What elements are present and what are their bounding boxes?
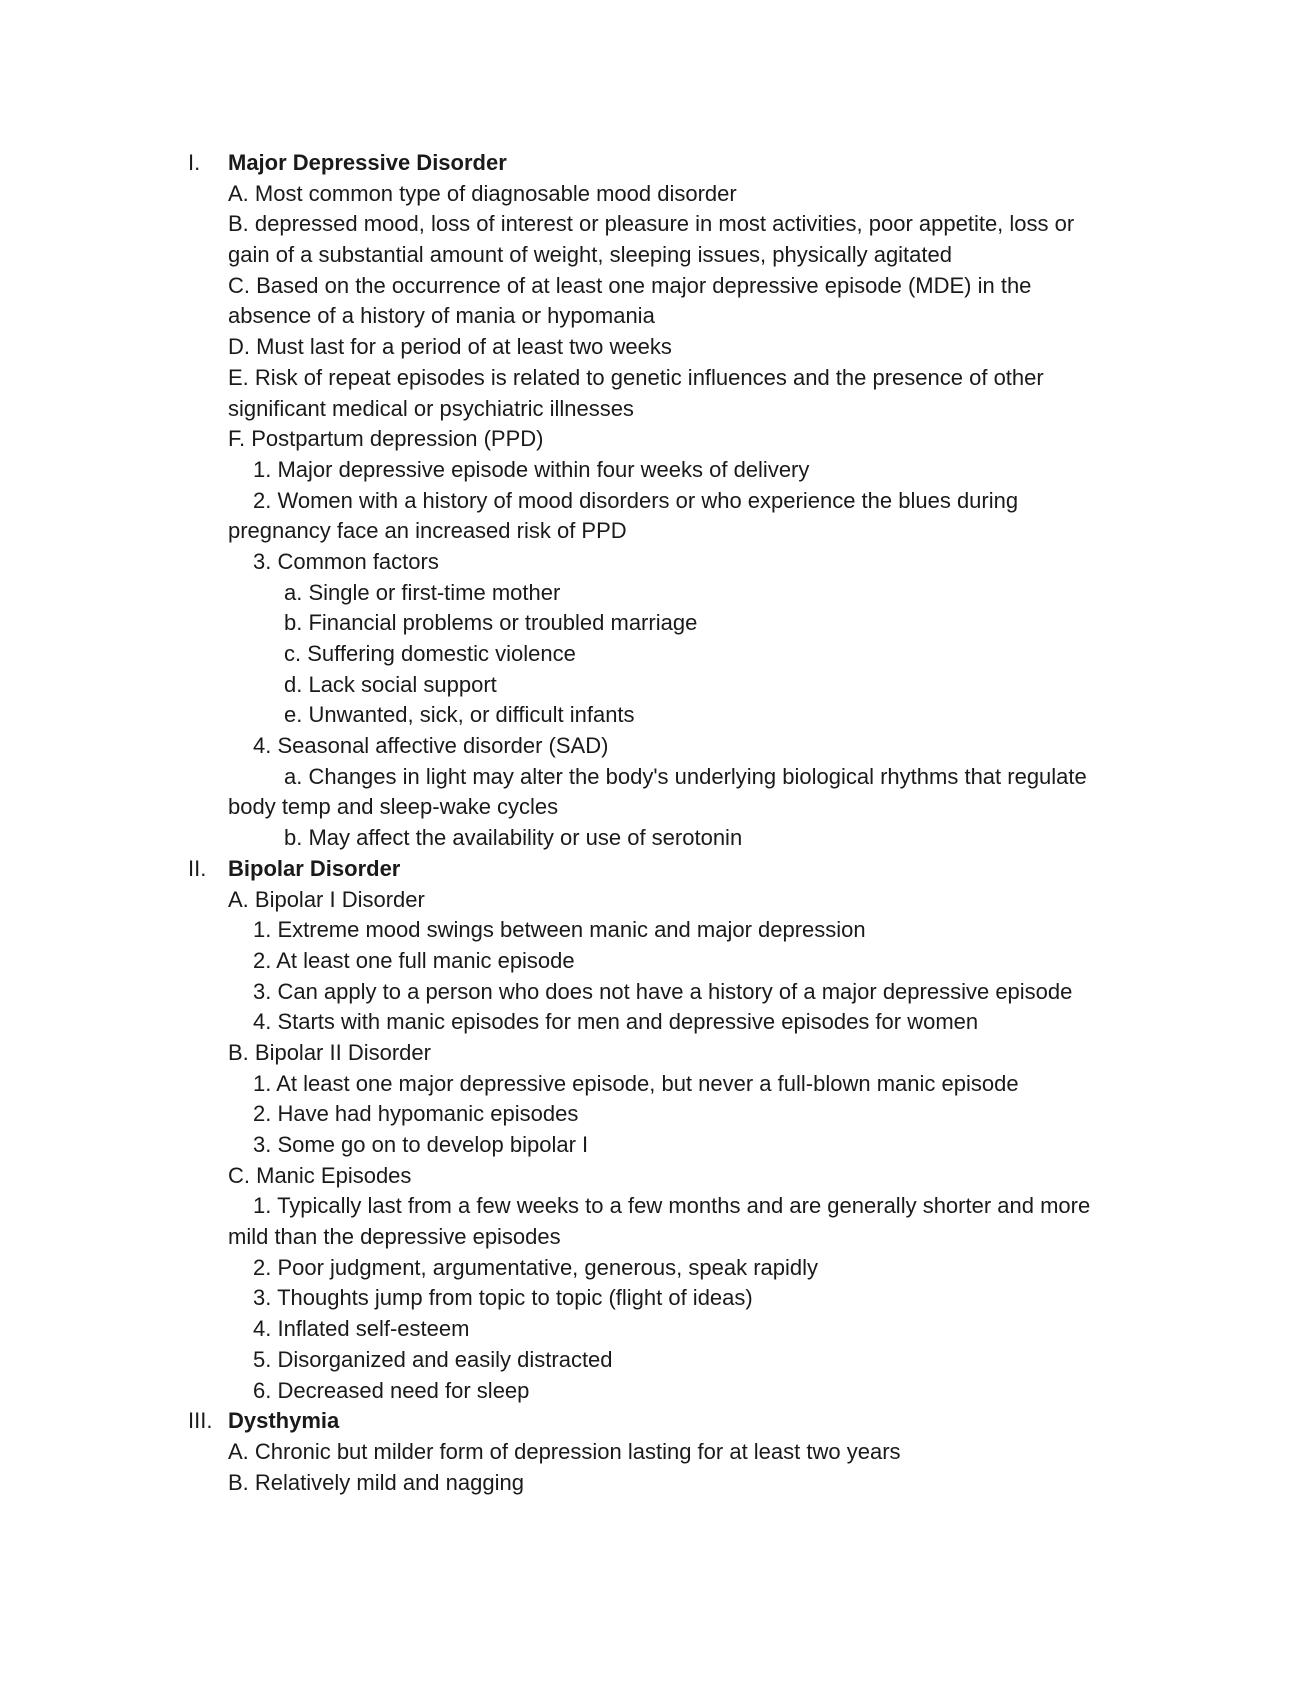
outline-text: 4. Seasonal affective disorder (SAD) [253, 733, 609, 759]
outline-line [0, 1099, 1306, 1130]
outline-line [0, 1222, 1306, 1253]
outline-line [0, 1130, 1306, 1161]
outline-line [0, 1069, 1306, 1100]
outline-line [0, 885, 1306, 916]
outline-text: e. Unwanted, sick, or difficult infants [284, 702, 635, 728]
section-heading [0, 1406, 1306, 1437]
outline-line [0, 823, 1306, 854]
outline-line [0, 516, 1306, 547]
outline-text: 1. At least one major depressive episode, but never a full-blown manic episode [253, 1070, 1019, 1096]
outline-line [0, 1345, 1306, 1376]
outline-text: C. Based on the occurrence of at least one major depressive episode (MDE) in the [228, 272, 1032, 298]
outline-line [0, 639, 1306, 670]
outline-line [0, 1253, 1306, 1284]
section-title: Dysthymia [228, 1408, 340, 1434]
outline-line [0, 731, 1306, 762]
outline-text: B. depressed mood, loss of interest or pleasure in most activities, poor appetite, loss or [228, 211, 1075, 237]
outline-line [0, 455, 1306, 486]
outline-text: C. Manic Episodes [228, 1162, 412, 1188]
outline-line [0, 1161, 1306, 1192]
outline-text: 3. Some go on to develop bipolar I [253, 1132, 589, 1157]
outline-text: A. Chronic but milder form of depression lasting for at least two years [228, 1438, 901, 1464]
outline-line [0, 608, 1306, 639]
outline-line [0, 977, 1306, 1008]
outline-line [0, 762, 1306, 793]
outline-line [0, 1007, 1306, 1038]
outline-line [0, 1376, 1306, 1407]
outline-text: b. Financial problems or troubled marriage [284, 610, 698, 636]
outline-text: A. Most common type of diagnosable mood disorder [228, 180, 737, 206]
outline-text: 6. Decreased need for sleep [253, 1377, 530, 1403]
outline-text: significant medical or psychiatric illnesses [228, 395, 634, 421]
outline-line [0, 271, 1306, 302]
outline-text: B. Bipolar II Disorder [228, 1039, 431, 1065]
outline-line [0, 1038, 1306, 1069]
outline-text: body temp and sleep-wake cycles [228, 794, 559, 820]
outline-line [0, 946, 1306, 977]
outline-text: gain of a substantial amount of weight, sleeping issues, physically agitated [228, 242, 952, 268]
outline-text: 3. Thoughts jump from topic to topic (flight of ideas) [253, 1285, 753, 1311]
outline-line [0, 486, 1306, 517]
outline-line [0, 424, 1306, 455]
outline-line [0, 209, 1306, 240]
outline-text: 4. Starts with manic episodes for men and depressive episodes for women [253, 1009, 979, 1035]
outline-text: pregnancy face an increased risk of PPD [228, 518, 627, 544]
outline-line [0, 1314, 1306, 1345]
outline [0, 148, 1306, 1498]
outline-line [0, 179, 1306, 210]
outline-text: 3. Common factors [253, 548, 439, 574]
outline-text: 2. At least one full manic episode [253, 947, 575, 973]
outline-text: a. Changes in light may alter the body's underlying biological rhythms that regulate [284, 763, 1087, 789]
outline-text: b. May affect the availability or use of serotonin [284, 825, 743, 851]
outline-line [0, 1283, 1306, 1314]
section-title: Bipolar Disorder [228, 855, 401, 881]
outline-text: 1. Major depressive episode within four weeks of delivery [253, 456, 810, 482]
outline-text: a. Single or first-time mother [284, 579, 561, 605]
outline-line [0, 363, 1306, 394]
section-numeral: I. [188, 150, 201, 175]
outline-text: d. Lack social support [284, 671, 497, 697]
outline-line [0, 915, 1306, 946]
outline-text: 3. Can apply to a person who does not have a history of a major depressive episode [253, 978, 1073, 1004]
outline-text: 4. Inflated self-esteem [253, 1316, 470, 1342]
outline-line [0, 301, 1306, 332]
outline-text: 1. Extreme mood swings between manic and major depression [253, 917, 866, 943]
outline-text: D. Must last for a period of at least two weeks [228, 334, 672, 360]
section-title: Major Depressive Disorder [228, 150, 507, 175]
outline-line [0, 1191, 1306, 1222]
outline-text: absence of a history of mania or hypomania [228, 303, 655, 329]
outline-line [0, 1468, 1306, 1499]
outline-line [0, 670, 1306, 701]
outline-text: 5. Disorganized and easily distracted [253, 1346, 613, 1372]
outline-text: A. Bipolar I Disorder [228, 886, 425, 912]
outline-text: 2. Have had hypomanic episodes [253, 1101, 579, 1127]
outline-text: 2. Poor judgment, argumentative, generous, speak rapidly [253, 1254, 818, 1280]
section-numeral: III. [188, 1408, 213, 1434]
outline-text: 2. Women with a history of mood disorders or who experience the blues during [253, 487, 1019, 513]
outline-line [0, 332, 1306, 363]
outline-line [0, 792, 1306, 823]
outline-line [0, 240, 1306, 271]
outline-text: 1. Typically last from a few weeks to a few months and are generally shorter and more [253, 1193, 1091, 1219]
outline-line [0, 578, 1306, 609]
section-heading [0, 854, 1306, 885]
outline-text: mild than the depressive episodes [228, 1224, 561, 1250]
outline-line [0, 1437, 1306, 1468]
section-heading [0, 148, 1306, 179]
outline-line [0, 394, 1306, 425]
outline-line [0, 547, 1306, 578]
outline-text: F. Postpartum depression (PPD) [228, 426, 544, 452]
outline-text: c. Suffering domestic violence [284, 641, 576, 666]
outline-text: E. Risk of repeat episodes is related to genetic influences and the presence of other [228, 364, 1044, 390]
outline-text: B. Relatively mild and nagging [228, 1469, 524, 1495]
outline-line [0, 700, 1306, 731]
section-numeral: II. [188, 855, 207, 881]
